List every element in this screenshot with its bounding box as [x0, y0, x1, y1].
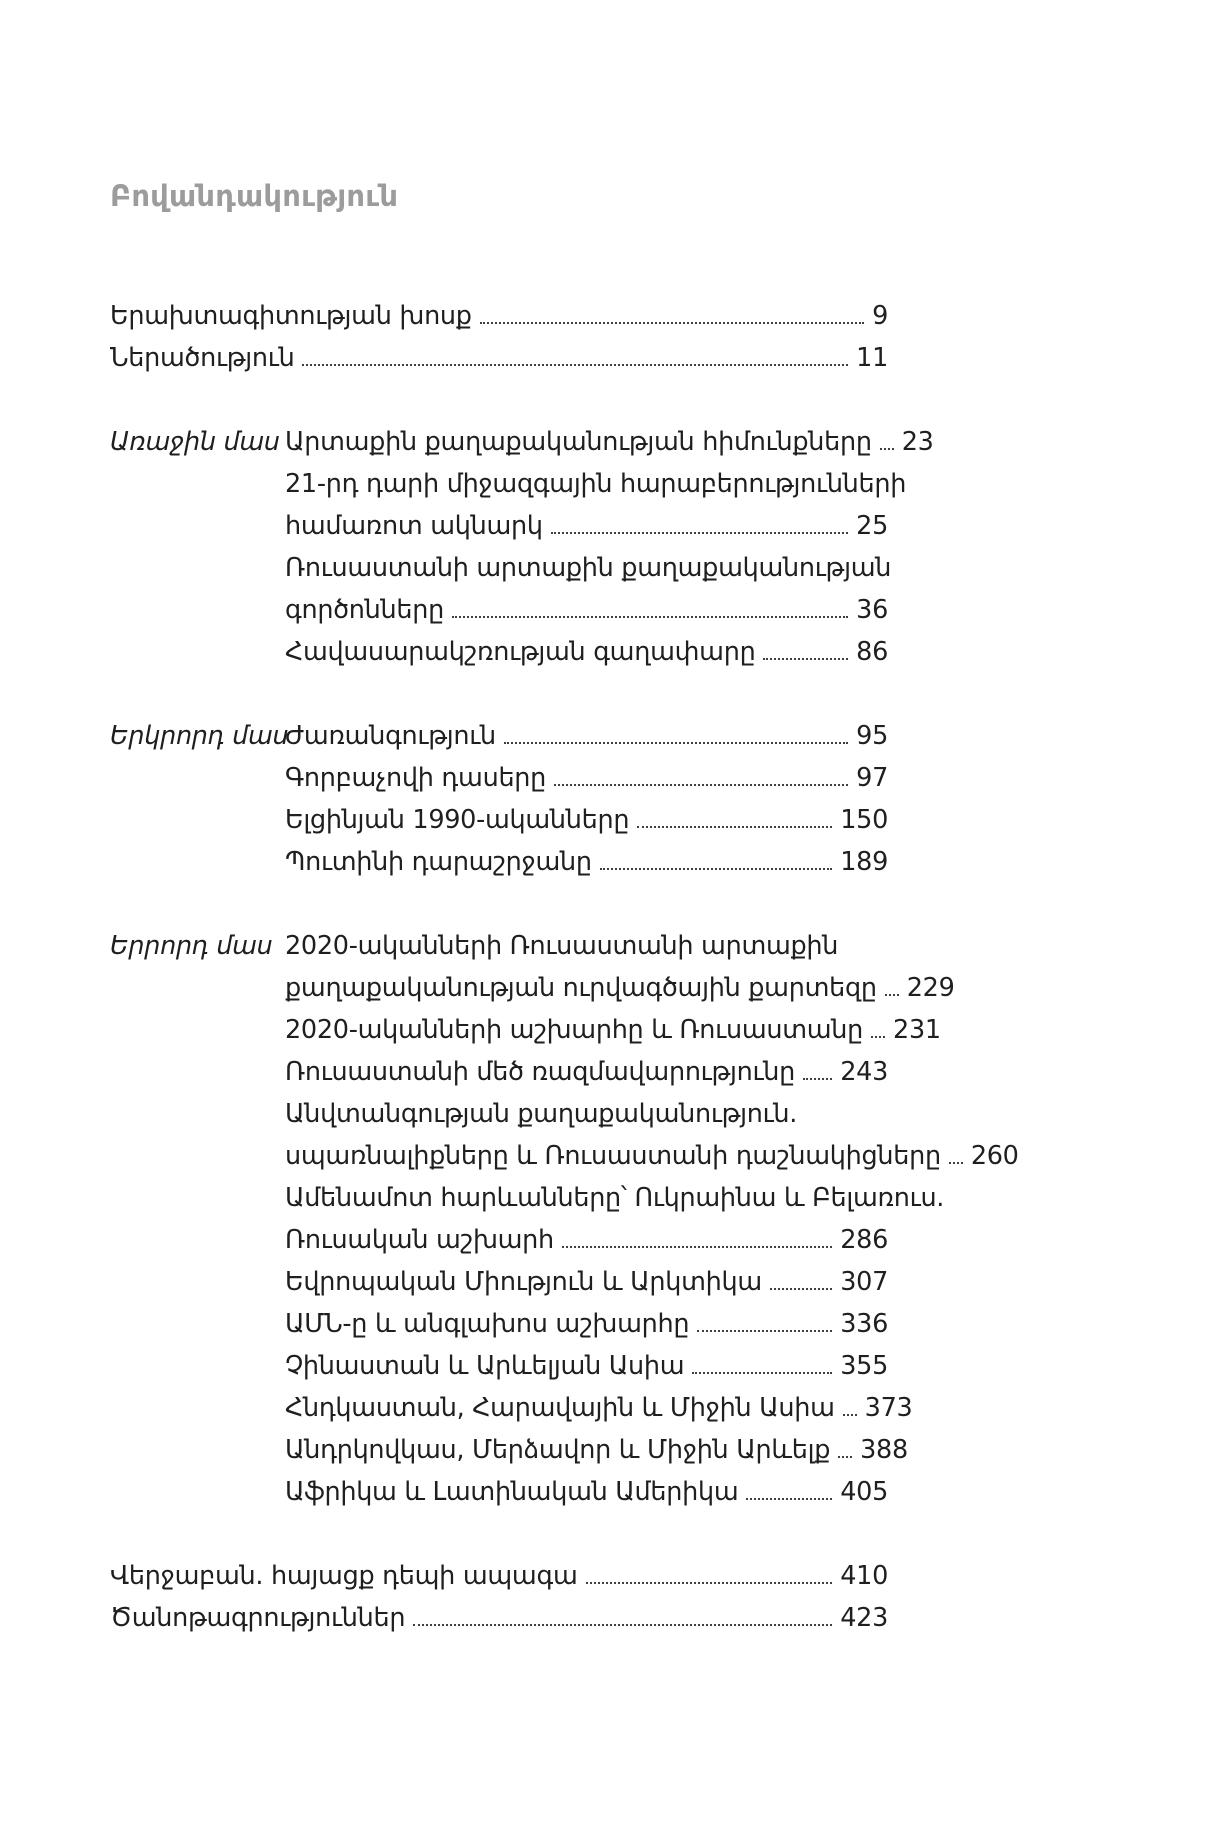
page-number: 307 — [840, 1267, 888, 1297]
toc-entry-line — [110, 1555, 888, 1597]
toc-entry-line — [285, 1261, 888, 1303]
dotted-leader — [413, 1624, 832, 1626]
toc-entry-line — [285, 1177, 945, 1219]
entry-text: Ելցինյան 1990-ականները — [285, 805, 630, 835]
dotted-leader — [551, 532, 848, 534]
toc-part — [110, 715, 888, 883]
entry-text: Ծանոթագրություններ — [110, 1603, 406, 1633]
entry-text: 2020-ականների աշխարհը և Ռուսաստանը — [285, 1015, 864, 1045]
page-number: 25 — [856, 511, 888, 541]
dotted-leader — [949, 1162, 963, 1164]
page-number: 243 — [840, 1057, 888, 1087]
entry-text: Ամենամոտ հարևանները՝ Ուկրաինա և Բելառուս. — [285, 1183, 945, 1213]
entry-text: Ռուսաստանի մեծ ռազմավարությունը — [285, 1057, 795, 1087]
page-number: 355 — [840, 1351, 888, 1381]
entry-text: Հնդկաստան, Հարավային և Միջին Ասիա — [285, 1393, 835, 1423]
page-number: 336 — [840, 1309, 888, 1339]
toc-content — [110, 179, 1019, 1639]
page-title: Բովանդակություն — [110, 179, 399, 213]
toc-entry-line — [285, 505, 888, 547]
page-number: 23 — [901, 427, 934, 457]
page-number: 36 — [856, 595, 888, 625]
toc-entry-line — [285, 925, 888, 967]
page-number: 423 — [840, 1603, 888, 1633]
page-number: 95 — [856, 721, 888, 751]
toc-part — [110, 925, 1019, 1513]
dotted-leader — [770, 1288, 832, 1290]
toc-entry-line — [285, 715, 888, 757]
dotted-leader — [554, 784, 848, 786]
entry-text: Աֆրիկա և Լատինական Ամերիկա — [285, 1477, 739, 1507]
dotted-leader — [504, 742, 848, 744]
page-number: 229 — [906, 973, 955, 1003]
page-number: 189 — [840, 847, 888, 877]
dotted-leader — [885, 994, 899, 996]
dotted-leader — [838, 1456, 852, 1458]
toc-entry-line — [110, 1597, 888, 1639]
entry-text: համառոտ ակնարկ — [285, 511, 543, 541]
page-number: 410 — [840, 1561, 888, 1591]
page-number: 9 — [872, 301, 888, 331]
part-label-column — [110, 421, 285, 463]
page-number: 97 — [856, 763, 888, 793]
toc-entry-line — [285, 463, 907, 505]
part-entries — [285, 715, 888, 883]
dotted-leader — [697, 1330, 832, 1332]
toc-entry-line — [110, 337, 888, 379]
dotted-leader — [637, 826, 832, 828]
toc-entry-line — [285, 631, 888, 673]
entry-text: Ներածություն — [110, 343, 295, 373]
page-number: 405 — [840, 1477, 888, 1507]
part-label-column — [110, 715, 289, 757]
entry-text: 21-րդ դարի միջազգային հարաբերությունների — [285, 469, 907, 499]
toc-entry-line — [285, 1219, 888, 1261]
toc-entry-line — [285, 841, 888, 883]
entry-text: Հավասարակշռության գաղափարը — [285, 637, 756, 667]
page-number: 150 — [840, 805, 888, 835]
part-label-column — [110, 925, 285, 967]
entry-text: քաղաքականության ուրվագծային քարտեզը — [285, 973, 877, 1003]
toc-entry-line — [110, 295, 888, 337]
dotted-leader — [746, 1498, 832, 1500]
page-number: 231 — [893, 1015, 941, 1045]
entry-text: ԱՄՆ-ը և անգլախոս աշխարհը — [285, 1309, 690, 1339]
entry-text: Անդրկովկաս, Մերձավոր և Միջին Արևելք — [285, 1435, 831, 1465]
dotted-leader — [600, 868, 832, 870]
page-number: 86 — [856, 637, 888, 667]
entry-text: գործոնները — [285, 595, 444, 625]
dotted-leader — [562, 1246, 832, 1248]
toc-entry-line — [285, 1345, 888, 1387]
toc-entry-line — [285, 1135, 1019, 1177]
entry-text: Պուտինի դարաշրջանը — [285, 847, 592, 877]
page-number: 260 — [970, 1141, 1019, 1171]
toc-entry-line — [285, 799, 888, 841]
dotted-leader — [803, 1078, 832, 1080]
entry-text: 2020-ականների Ռուսաստանի արտաքին — [285, 931, 839, 961]
part-label: Առաջին մաս — [110, 427, 280, 457]
entry-text: Ռուսական աշխարհ — [285, 1225, 554, 1255]
page-number: 388 — [860, 1435, 908, 1465]
part-label: Երկրորդ մաս — [110, 721, 289, 751]
entry-text: Եվրոպական Միություն և Արկտիկա — [285, 1267, 762, 1297]
page-number: 286 — [840, 1225, 888, 1255]
entry-text: Գորբաչովի դասերը — [285, 763, 547, 793]
dotted-leader — [452, 616, 848, 618]
entry-text: Արտաքին քաղաքականության հիմունքները — [285, 427, 872, 457]
toc-entry-line — [285, 1093, 888, 1135]
toc-entry-line — [285, 421, 934, 463]
toc-part — [110, 421, 934, 673]
toc-entry-line — [285, 1303, 888, 1345]
toc-front-matter — [110, 295, 888, 379]
entry-text: Ռուսաստանի արտաքին քաղաքականության — [285, 553, 892, 583]
entry-text: Ժառանգություն — [285, 721, 496, 751]
entry-text: Չինաստան և Արևելյան Ասիա — [285, 1351, 685, 1381]
page-number: 373 — [864, 1393, 913, 1423]
toc-entry-line — [285, 1471, 888, 1513]
part-label: Երրորդ մաս — [110, 931, 273, 961]
page-number: 11 — [856, 343, 888, 373]
entry-text: սպառնալիքները և Ռուսաստանի դաշնակիցները — [285, 1141, 941, 1171]
part-entries — [285, 925, 1019, 1513]
entry-text: Անվտանգության քաղաքականություն. — [285, 1099, 798, 1129]
dotted-leader — [843, 1414, 857, 1416]
toc-entry-line — [285, 757, 888, 799]
dotted-leader — [586, 1582, 833, 1584]
dotted-leader — [871, 1036, 885, 1038]
toc-entry-line — [285, 1009, 941, 1051]
dotted-leader — [302, 364, 848, 366]
toc-entry-line — [285, 967, 955, 1009]
table-of-contents — [110, 295, 1019, 1639]
part-entries — [285, 421, 934, 673]
toc-entry-line — [285, 1387, 913, 1429]
dotted-leader — [692, 1372, 832, 1374]
toc-back-matter — [110, 1555, 888, 1639]
toc-entry-line — [285, 547, 892, 589]
toc-entry-line — [285, 1051, 888, 1093]
dotted-leader — [880, 448, 894, 450]
entry-text: Վերջաբան. հայացք դեպի ապագա — [110, 1561, 578, 1591]
toc-entry-line — [285, 589, 888, 631]
entry-text: Երախտագիտության խոսք — [110, 301, 472, 331]
dotted-leader — [480, 322, 864, 324]
toc-entry-line — [285, 1429, 908, 1471]
dotted-leader — [763, 658, 848, 660]
